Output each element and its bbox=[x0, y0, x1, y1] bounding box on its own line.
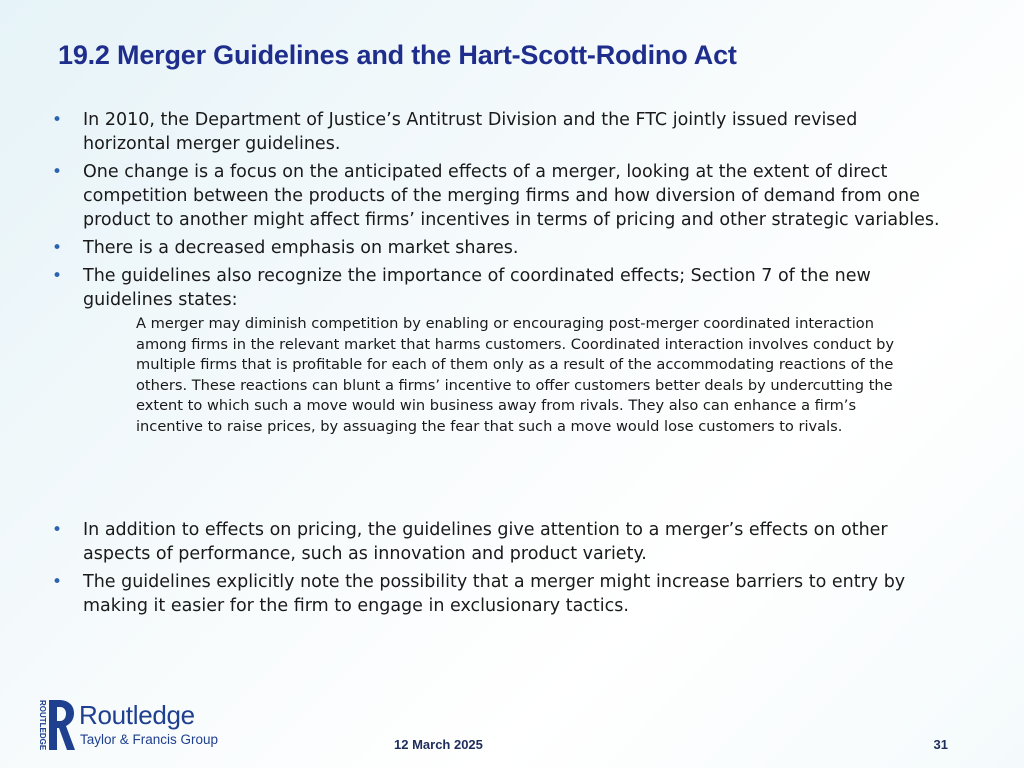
bullet-item bbox=[46, 236, 946, 260]
bullet-text: In addition to effects on pricing, the guidelines give attention to a merger’s effects on other aspects of performance, such as innovation and product variety. bbox=[83, 520, 888, 564]
bullet-list-continued bbox=[46, 518, 946, 622]
guidelines-quote: A merger may diminish competition by enabling or encouraging post-merger coordinated interaction among firms in the relevant market that harms customers. Coordinated interaction involves conduct by multiple firms that is profitable for each of them only as a result of the accommodating reactions of the others. These reactions can blunt a firms’ incentive to offer customers better deals by undercutting the extent to which such a move would win business away from rivals. They also can enhance a firm’s incentive to raise prices, by assuaging the fear that such a move would lose customers to rivals. bbox=[136, 315, 894, 435]
bullet-dot-icon: • bbox=[52, 238, 63, 258]
bullet-list bbox=[46, 108, 946, 442]
logo-vertical-text: ROUTLEDGE bbox=[38, 700, 47, 751]
bullet-text: The guidelines also recognize the importance of coordinated effects; Section 7 of the new guidelines states: bbox=[83, 266, 871, 310]
footer-date: 12 March 2025 bbox=[394, 737, 483, 752]
bullet-text: One change is a focus on the anticipated effects of a merger, looking at the extent of direct competition between the products of the merging firms and how diversion of demand from one product to another might affect firms’ incentives in terms of pricing and other strategic variables. bbox=[83, 162, 940, 230]
bullet-dot-icon: • bbox=[52, 572, 63, 592]
logo-subtitle: Taylor & Francis Group bbox=[80, 732, 219, 747]
bullet-text: There is a decreased emphasis on market shares. bbox=[83, 238, 519, 258]
bullet-dot-icon: • bbox=[52, 162, 63, 182]
bullet-dot-icon: • bbox=[52, 110, 63, 130]
routledge-logo bbox=[33, 698, 223, 754]
routledge-r-icon bbox=[33, 698, 75, 752]
bullet-dot-icon: • bbox=[52, 520, 63, 540]
bullet-text: The guidelines explicitly note the possibility that a merger might increase barriers to entry by making it easier for the firm to engage in exclusionary tactics. bbox=[83, 572, 906, 616]
slide-title: 19.2 Merger Guidelines and the Hart-Scott-Rodino Act bbox=[58, 40, 737, 70]
bullet-text: In 2010, the Department of Justice’s Antitrust Division and the FTC jointly issued revised horizontal merger guidelines. bbox=[83, 110, 858, 154]
bullet-dot-icon: • bbox=[52, 266, 63, 286]
page-number: 31 bbox=[933, 737, 948, 752]
bullet-item bbox=[46, 518, 946, 566]
bullet-item bbox=[46, 108, 946, 156]
bullet-item bbox=[46, 570, 946, 618]
logo-name: Routledge bbox=[79, 700, 195, 730]
bullet-item bbox=[46, 160, 946, 232]
bullet-item bbox=[46, 264, 946, 438]
